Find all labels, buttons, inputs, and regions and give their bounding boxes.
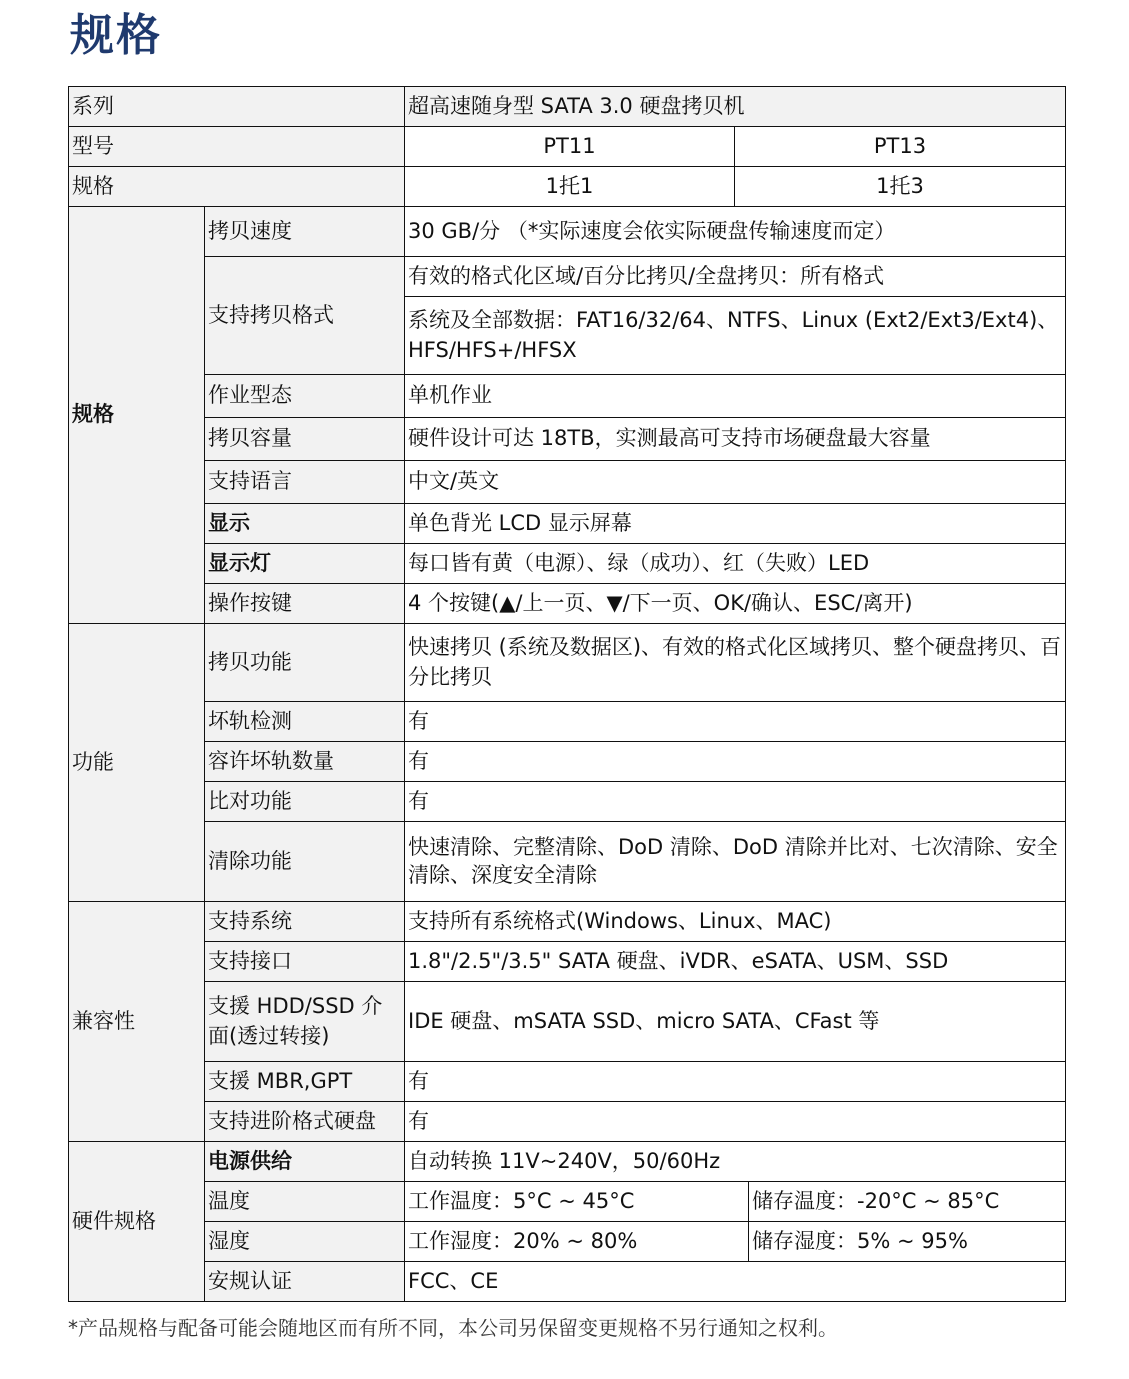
row-label: 拷贝速度: [205, 207, 405, 257]
group-label-hardware: 硬件规格: [69, 1142, 205, 1302]
row-value: 硬件设计可达 18TB，实测最高可支持市场硬盘最大容量: [405, 418, 1066, 461]
table-row: [69, 504, 1066, 544]
table-row: [69, 1262, 1066, 1302]
row-value: 系统及全部数据：FAT16/32/64、NTFS、Linux (Ext2/Ext3/Ext4)、HFS/HFS+/HFSX: [405, 297, 1066, 375]
row-value: 4 个按键(▲/上一页、▼/下一页、OK/确认、ESC/离开): [405, 584, 1066, 624]
row-label: 清除功能: [205, 822, 405, 902]
table-row: [69, 1182, 1066, 1222]
table-row: [69, 584, 1066, 624]
row-label: 支持语言: [205, 461, 405, 504]
row-label: 拷贝功能: [205, 624, 405, 702]
table-row: [69, 782, 1066, 822]
row-value: 支持所有系统格式(Windows、Linux、MAC): [405, 902, 1066, 942]
row-value: 1.8"/2.5"/3.5" SATA 硬盘、iVDR、eSATA、USM、SSD: [405, 942, 1066, 982]
row-value: 有: [405, 782, 1066, 822]
row-label: 操作按键: [205, 584, 405, 624]
row-label: 坏轨检测: [205, 702, 405, 742]
table-row: [69, 624, 1066, 702]
table-row: [69, 822, 1066, 902]
page-title: 规格: [70, 10, 162, 61]
table-row: [69, 742, 1066, 782]
series-value: 超高速随身型 SATA 3.0 硬盘拷贝机: [405, 87, 1066, 127]
row-value: 单色背光 LCD 显示屏幕: [405, 504, 1066, 544]
row-label: 容许坏轨数量: [205, 742, 405, 782]
row-label: 支援 MBR,GPT: [205, 1062, 405, 1102]
table-row: [69, 461, 1066, 504]
row-value: 有效的格式化区域/百分比拷贝/全盘拷贝：所有格式: [405, 257, 1066, 297]
spec-table: [68, 86, 1066, 1302]
row-value: 30 GB/分 （*实际速度会依实际硬盘传输速度而定）: [405, 207, 1066, 257]
table-row: [69, 207, 1066, 257]
table-row: [69, 702, 1066, 742]
table-row: [69, 1102, 1066, 1142]
row-label: 温度: [205, 1182, 405, 1222]
table-row: [69, 1222, 1066, 1262]
row-value: 单机作业: [405, 375, 1066, 418]
group-label-compat: 兼容性: [69, 902, 205, 1142]
table-row: [69, 1062, 1066, 1102]
group-label-function: 功能: [69, 624, 205, 902]
table-row: [69, 127, 1066, 167]
row-value: 每口皆有黄（电源）、绿（成功）、红（失败）LED: [405, 544, 1066, 584]
row-value: 有: [405, 702, 1066, 742]
table-row: [69, 375, 1066, 418]
row-value: 储存温度：-20°C ~ 85°C: [749, 1182, 1066, 1222]
row-value: IDE 硬盘、mSATA SSD、micro SATA、CFast 等: [405, 982, 1066, 1062]
row-value: 有: [405, 742, 1066, 782]
row-value: 工作湿度：20% ~ 80%: [405, 1222, 749, 1262]
row-value: 自动转换 11V~240V，50/60Hz: [405, 1142, 1066, 1182]
row-label: 安规认证: [205, 1262, 405, 1302]
row-value: FCC、CE: [405, 1262, 1066, 1302]
row-value: 中文/英文: [405, 461, 1066, 504]
row-label: 作业型态: [205, 375, 405, 418]
model-pt13: PT13: [735, 127, 1066, 167]
row-label: 支持接口: [205, 942, 405, 982]
model-pt11: PT11: [405, 127, 735, 167]
row-label: 支持系统: [205, 902, 405, 942]
row-value: 有: [405, 1062, 1066, 1102]
spec-pt11: 1托1: [405, 167, 735, 207]
table-row: [69, 87, 1066, 127]
model-label: 型号: [69, 127, 405, 167]
row-label: 支持进阶格式硬盘: [205, 1102, 405, 1142]
row-label: 比对功能: [205, 782, 405, 822]
row-label: 电源供给: [205, 1142, 405, 1182]
table-row: [69, 544, 1066, 584]
table-row: [69, 982, 1066, 1062]
table-row: [69, 418, 1066, 461]
row-value: 工作温度：5°C ~ 45°C: [405, 1182, 749, 1222]
row-value: 快速清除、完整清除、DoD 清除、DoD 清除并比对、七次清除、安全清除、深度安全清除: [405, 822, 1066, 902]
table-row: [69, 902, 1066, 942]
row-label: 支援 HDD/SSD 介面(透过转接): [205, 982, 405, 1062]
series-label: 系列: [69, 87, 405, 127]
table-row: [69, 942, 1066, 982]
group-label-spec: 规格: [69, 207, 205, 624]
spec-label: 规格: [69, 167, 405, 207]
row-value: 储存湿度：5% ~ 95%: [749, 1222, 1066, 1262]
table-row: [69, 257, 1066, 297]
row-label: 显示灯: [205, 544, 405, 584]
row-label: 湿度: [205, 1222, 405, 1262]
footnote: *产品规格与配备可能会随地区而有所不同，本公司另保留变更规格不另行通知之权利。: [68, 1316, 838, 1340]
table-row: [69, 167, 1066, 207]
spec-pt13: 1托3: [735, 167, 1066, 207]
row-label: 支持拷贝格式: [205, 257, 405, 375]
table-row: [69, 1142, 1066, 1182]
row-label: 显示: [205, 504, 405, 544]
row-label: 拷贝容量: [205, 418, 405, 461]
row-value: 快速拷贝 (系统及数据区)、有效的格式化区域拷贝、整个硬盘拷贝、百分比拷贝: [405, 624, 1066, 702]
row-value: 有: [405, 1102, 1066, 1142]
